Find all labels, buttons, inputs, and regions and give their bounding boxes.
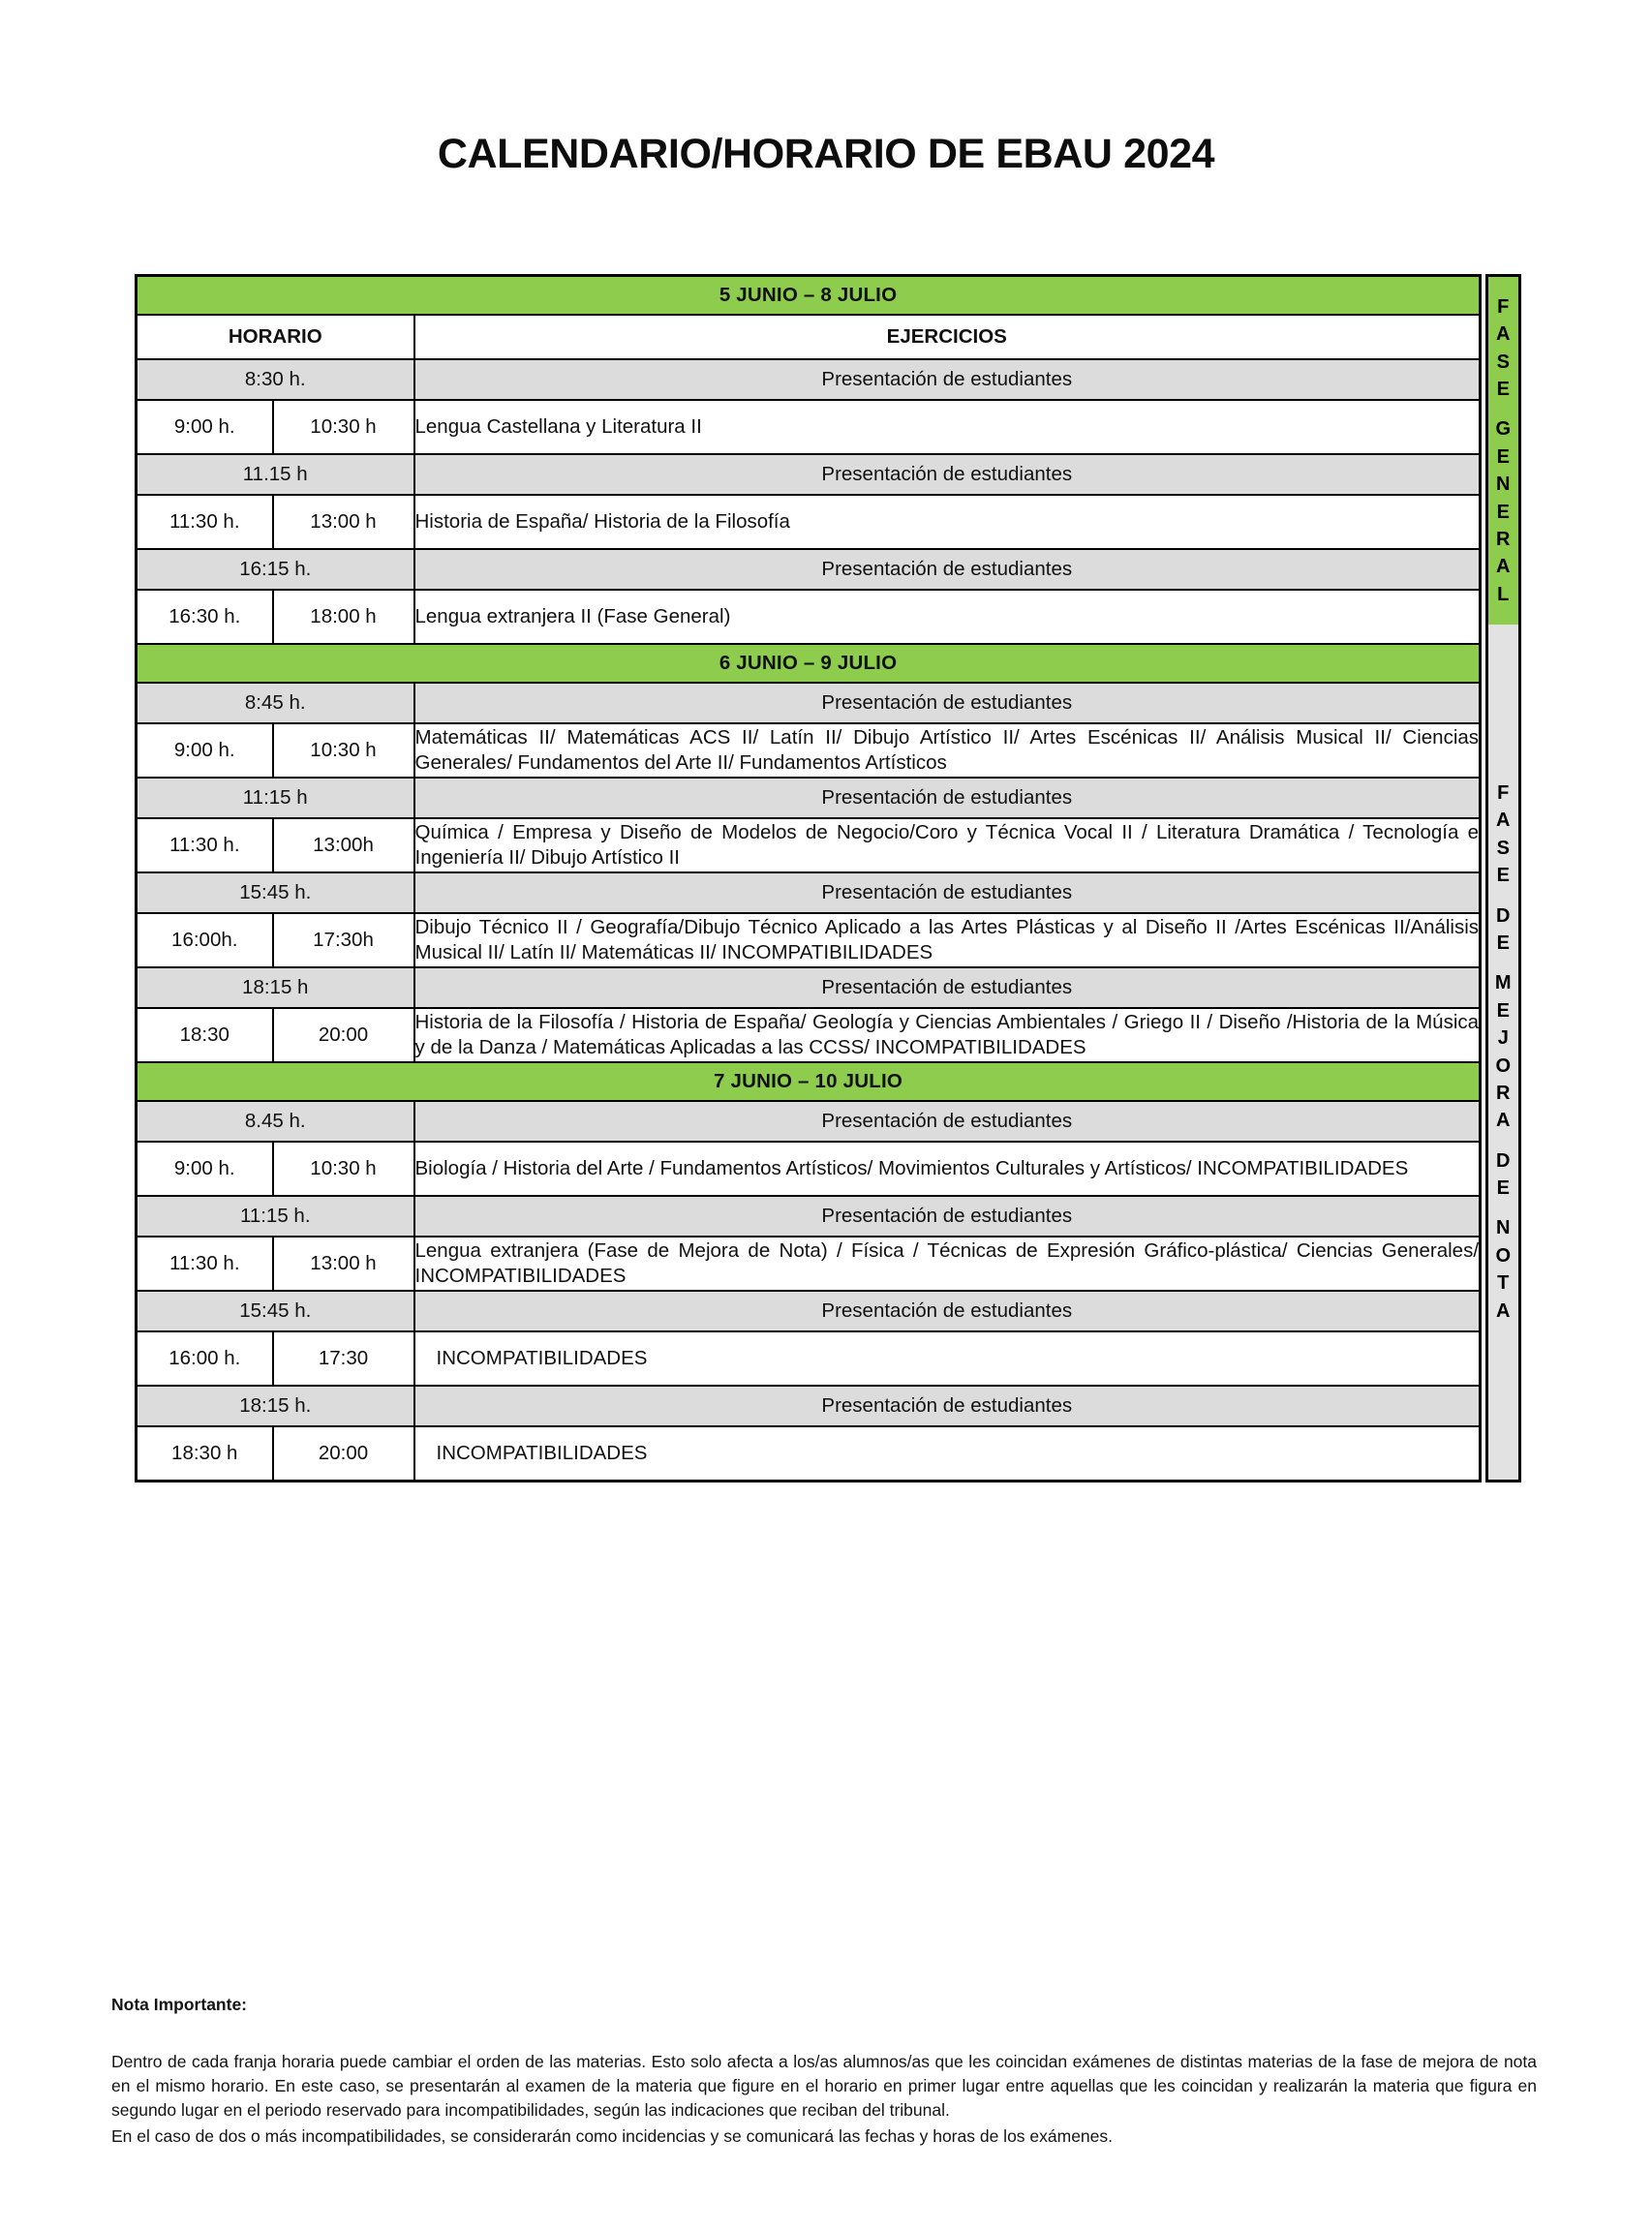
phase-letter: A bbox=[1496, 1299, 1511, 1322]
phase-letter: F bbox=[1497, 781, 1510, 804]
day-banner-label: 7 JUNIO – 10 JULIO bbox=[137, 1062, 1481, 1101]
phase-sidebar bbox=[1485, 274, 1521, 1482]
exam-row bbox=[137, 400, 1481, 454]
presentation-row bbox=[137, 1291, 1481, 1331]
exam-start-time: 9:00 h. bbox=[137, 723, 273, 778]
phase-letter: M bbox=[1494, 972, 1513, 994]
presentation-time: 8:45 h. bbox=[137, 683, 414, 723]
phase-letter: R bbox=[1496, 528, 1511, 550]
exam-subjects: Historia de la Filosofía / Historia de España/ Geología y Ciencias Ambientales / Griego II / Diseño /Historia de la Música y de la Danza / Matemáticas Aplicadas a las CCSS/ INCOMPATIBILIDADES bbox=[414, 1008, 1481, 1062]
presentation-time: 8.45 h. bbox=[137, 1101, 414, 1142]
exam-subjects: Historia de España/ Historia de la Filosofía bbox=[414, 495, 1481, 549]
exam-row bbox=[137, 723, 1481, 778]
exam-subjects: Matemáticas II/ Matemáticas ACS II/ Latín II/ Dibujo Artístico II/ Artes Escénicas II/ Análisis Musical II/ Ciencias Generales/ Fundamentos del Arte II/ Fundamentos Artísticos bbox=[414, 723, 1481, 778]
presentation-row bbox=[137, 1196, 1481, 1237]
exam-row bbox=[137, 1426, 1481, 1482]
presentation-time: 8:30 h. bbox=[137, 359, 414, 400]
phase-letter: A bbox=[1496, 810, 1511, 832]
exam-start-time: 18:30 bbox=[137, 1008, 273, 1062]
presentation-text: Presentación de estudiantes bbox=[414, 359, 1481, 400]
exam-start-time: 16:30 h. bbox=[137, 590, 273, 644]
exam-end-time: 17:30 bbox=[273, 1331, 414, 1386]
day-banner-row bbox=[137, 276, 1481, 316]
exam-subjects: Lengua extranjera (Fase de Mejora de Nota) / Física / Técnicas de Expresión Gráfico-plástica/ Ciencias Generales/ INCOMPATIBILIDADES bbox=[414, 1237, 1481, 1291]
exam-subjects: Química / Empresa y Diseño de Modelos de Negocio/Coro y Técnica Vocal II / Literatura Dramática / Tecnología e Ingeniería II/ Dibujo Artístico II bbox=[414, 818, 1481, 872]
exam-row bbox=[137, 1008, 1481, 1062]
exam-row bbox=[137, 1142, 1481, 1196]
presentation-text: Presentación de estudiantes bbox=[414, 967, 1481, 1008]
exam-row bbox=[137, 818, 1481, 872]
presentation-time: 15:45 h. bbox=[137, 872, 414, 913]
exam-end-time: 13:00 h bbox=[273, 495, 414, 549]
day-banner-label: 5 JUNIO – 8 JULIO bbox=[137, 276, 1481, 316]
column-header-row bbox=[137, 315, 1481, 359]
presentation-row bbox=[137, 1101, 1481, 1142]
phase-letter: T bbox=[1497, 1272, 1510, 1295]
phase-label-fase-mejora-de-nota bbox=[1488, 625, 1518, 1480]
phase-letter: A bbox=[1496, 323, 1511, 346]
phase-letter: G bbox=[1495, 418, 1512, 441]
page-title: CALENDARIO/HORARIO DE EBAU 2024 bbox=[437, 131, 1215, 177]
presentation-text: Presentación de estudiantes bbox=[414, 454, 1481, 495]
exam-subjects: Biología / Historia del Arte / Fundamentos Artísticos/ Movimientos Culturales y Artísticos/ INCOMPATIBILIDADES bbox=[414, 1142, 1481, 1196]
exam-row bbox=[137, 913, 1481, 967]
presentation-text: Presentación de estudiantes bbox=[414, 778, 1481, 818]
presentation-row bbox=[137, 967, 1481, 1008]
phase-letter: E bbox=[1496, 379, 1511, 401]
phase-letter: S bbox=[1496, 351, 1511, 373]
note-paragraph: En el caso de dos o más incompatibilidades, se considerarán como incidencias y se comunicará las fechas y horas de los exámenes. bbox=[111, 2126, 1114, 2147]
exam-row bbox=[137, 590, 1481, 644]
exam-end-time: 13:00h bbox=[273, 818, 414, 872]
phase-letter: J bbox=[1497, 1027, 1510, 1050]
day-banner-label: 6 JUNIO – 9 JULIO bbox=[137, 644, 1481, 683]
exam-row bbox=[137, 1331, 1481, 1386]
day-banner-row bbox=[137, 644, 1481, 683]
presentation-row bbox=[137, 683, 1481, 723]
presentation-row bbox=[137, 1386, 1481, 1426]
presentation-time: 18:15 h bbox=[137, 967, 414, 1008]
presentation-text: Presentación de estudiantes bbox=[414, 1196, 1481, 1237]
exam-end-time: 10:30 h bbox=[273, 1142, 414, 1196]
exam-subjects: Lengua Castellana y Literatura II bbox=[414, 400, 1481, 454]
exam-start-time: 9:00 h. bbox=[137, 400, 273, 454]
phase-letter: E bbox=[1496, 932, 1511, 954]
exam-end-time: 10:30 h bbox=[273, 723, 414, 778]
phase-letter: E bbox=[1496, 445, 1511, 468]
day-banner-row bbox=[137, 1062, 1481, 1101]
presentation-time: 16:15 h. bbox=[137, 549, 414, 590]
presentation-text: Presentación de estudiantes bbox=[414, 1386, 1481, 1426]
presentation-row bbox=[137, 872, 1481, 913]
presentation-row bbox=[137, 359, 1481, 400]
note-heading: Nota Importante: bbox=[111, 1995, 247, 2014]
exam-end-time: 18:00 h bbox=[273, 590, 414, 644]
presentation-text: Presentación de estudiantes bbox=[414, 872, 1481, 913]
presentation-time: 18:15 h. bbox=[137, 1386, 414, 1426]
presentation-row bbox=[137, 778, 1481, 818]
exam-end-time: 10:30 h bbox=[273, 400, 414, 454]
exam-subjects: INCOMPATIBILIDADES bbox=[414, 1426, 1481, 1482]
column-header-horario: HORARIO bbox=[137, 315, 414, 359]
schedule-table bbox=[135, 274, 1482, 1482]
note-body bbox=[111, 2050, 1537, 2149]
phase-letter: A bbox=[1496, 1110, 1511, 1132]
phase-letter: N bbox=[1496, 1217, 1511, 1239]
presentation-time: 15:45 h. bbox=[137, 1291, 414, 1331]
exam-start-time: 11:30 h. bbox=[137, 495, 273, 549]
exam-start-time: 16:00h. bbox=[137, 913, 273, 967]
exam-row bbox=[137, 1237, 1481, 1291]
phase-letter: R bbox=[1496, 1082, 1511, 1104]
column-header-ejercicios: EJERCICIOS bbox=[414, 315, 1481, 359]
phase-letter: N bbox=[1496, 474, 1511, 496]
exam-end-time: 17:30h bbox=[273, 913, 414, 967]
phase-letter: E bbox=[1496, 501, 1511, 523]
exam-start-time: 11:30 h. bbox=[137, 818, 273, 872]
exam-row bbox=[137, 495, 1481, 549]
exam-subjects: INCOMPATIBILIDADES bbox=[414, 1331, 1481, 1386]
phase-letter: O bbox=[1495, 1054, 1512, 1077]
exam-start-time: 16:00 h. bbox=[137, 1331, 273, 1386]
exam-end-time: 20:00 bbox=[273, 1008, 414, 1062]
presentation-time: 11:15 h. bbox=[137, 1196, 414, 1237]
presentation-text: Presentación de estudiantes bbox=[414, 1291, 1481, 1331]
phase-letter: E bbox=[1496, 865, 1511, 887]
presentation-time: 11:15 h bbox=[137, 778, 414, 818]
phase-letter: D bbox=[1496, 904, 1511, 927]
phase-letter: D bbox=[1496, 1149, 1511, 1172]
presentation-text: Presentación de estudiantes bbox=[414, 1101, 1481, 1142]
phase-letter: L bbox=[1497, 583, 1510, 605]
exam-start-time: 11:30 h. bbox=[137, 1237, 273, 1291]
note-paragraph: Dentro de cada franja horaria puede cambiar el orden de las materias. Esto solo afecta a los/as alumnos/as que les coincidan exámenes de distintas materias de la fase de mejora de nota en el mismo horario. En este caso, se presentarán al examen de la materia que figure en el horario en primer lugar entre aquellas que les coincidan y realizarán la materia que figura en segundo lugar en el periodo reservado para incompatibilidades, según las indicaciones que reciban del tribunal. bbox=[111, 2052, 1537, 2121]
exam-end-time: 13:00 h bbox=[273, 1237, 414, 1291]
exam-end-time: 20:00 bbox=[273, 1426, 414, 1482]
exam-start-time: 9:00 h. bbox=[137, 1142, 273, 1196]
exam-subjects: Dibujo Técnico II / Geografía/Dibujo Técnico Aplicado a las Artes Plásticas y al Diseño II /Artes Escénicas II/Análisis Musical II/ Latín II/ Matemáticas II/ INCOMPATIBILIDADES bbox=[414, 913, 1481, 967]
phase-letter: A bbox=[1496, 556, 1511, 578]
exam-start-time: 18:30 h bbox=[137, 1426, 273, 1482]
presentation-row bbox=[137, 549, 1481, 590]
phase-label-fase-general bbox=[1488, 277, 1518, 625]
exam-subjects: Lengua extranjera II (Fase General) bbox=[414, 590, 1481, 644]
schedule-container bbox=[135, 274, 1521, 1482]
phase-letter: F bbox=[1497, 295, 1510, 318]
phase-letter: S bbox=[1496, 837, 1511, 859]
presentation-text: Presentación de estudiantes bbox=[414, 549, 1481, 590]
presentation-row bbox=[137, 454, 1481, 495]
presentation-time: 11.15 h bbox=[137, 454, 414, 495]
phase-letter: O bbox=[1495, 1244, 1512, 1267]
presentation-text: Presentación de estudiantes bbox=[414, 683, 1481, 723]
phase-letter: E bbox=[1496, 999, 1511, 1022]
phase-letter: E bbox=[1496, 1177, 1511, 1200]
